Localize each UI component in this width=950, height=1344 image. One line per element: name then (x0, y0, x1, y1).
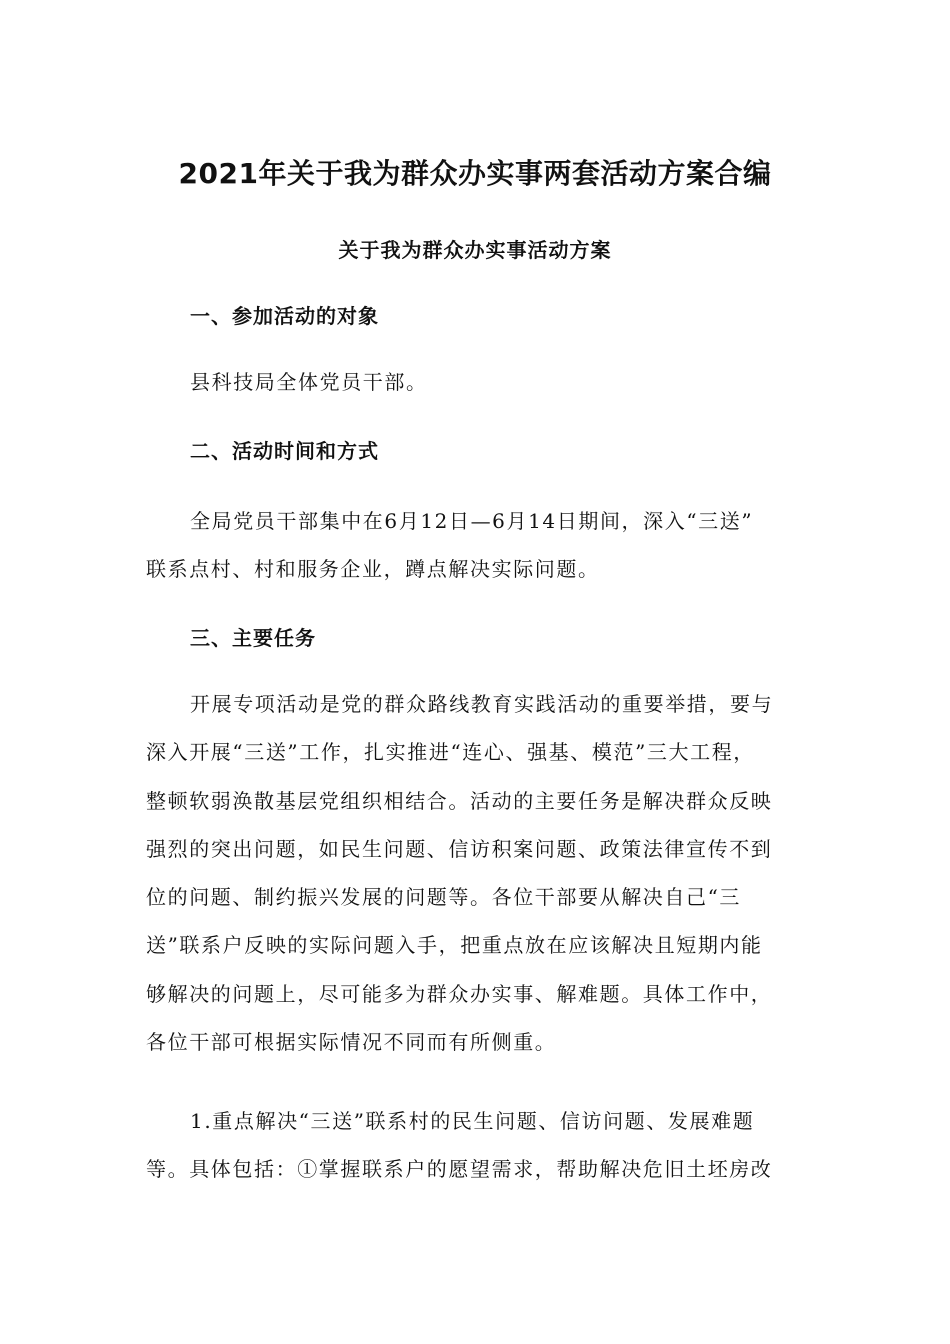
paragraph-line: 够解决的问题上，尽可能多为群众办实事、解难题。具体工作中， (146, 981, 773, 1006)
paragraph-line: 位的问题、制约振兴发展的问题等。各位干部要从解决自己“三 (146, 885, 742, 910)
section-heading-3: 三、主要任务 (190, 626, 316, 650)
section-2-paragraph (146, 497, 806, 594)
paragraph-line: 送”联系户反映的实际问题入手，把重点放在应该解决且短期内能 (146, 933, 763, 958)
paragraph-line: 1.重点解决“三送”联系村的民生问题、信访问题、发展难题 (190, 1109, 755, 1133)
paragraph-line: 开展专项活动是党的群众路线教育实践活动的重要举措，要与 (190, 692, 774, 716)
paragraph-line: 县科技局全体党员干部。 (190, 370, 428, 394)
paragraph-line: 整顿软弱涣散基层党组织相结合。活动的主要任务是解决群众反映 (146, 788, 773, 813)
paragraph-line: 强烈的突出问题，如民生问题、信访积案问题、政策法律宣传不到 (146, 836, 773, 861)
item-1-paragraph (146, 1097, 806, 1194)
paragraph-line: 深入开展“三送”工作，扎实推进“连心、强基、模范”三大工程， (146, 740, 755, 765)
paragraph-line: 联系点村、村和服务企业，蹲点解决实际问题。 (146, 557, 600, 582)
paragraph-line: 等。具体包括：①掌握联系户的愿望需求，帮助解决危旧土坯房改 (146, 1157, 773, 1182)
document-subtitle: 关于我为群众办实事活动方案 (338, 238, 612, 262)
paragraph-line: 全局党员干部集中在6月12日—6月14日期间，深入“三送” (190, 509, 754, 533)
section-3-paragraph (146, 680, 806, 1066)
section-heading-1: 一、参加活动的对象 (190, 304, 379, 328)
section-1-paragraph (146, 358, 806, 406)
paragraph-line: 各位干部可根据实际情况不同而有所侧重。 (146, 1030, 557, 1055)
document-title: 2021年关于我为群众办实事两套活动方案合编 (178, 157, 772, 190)
section-heading-2: 二、活动时间和方式 (190, 439, 379, 463)
